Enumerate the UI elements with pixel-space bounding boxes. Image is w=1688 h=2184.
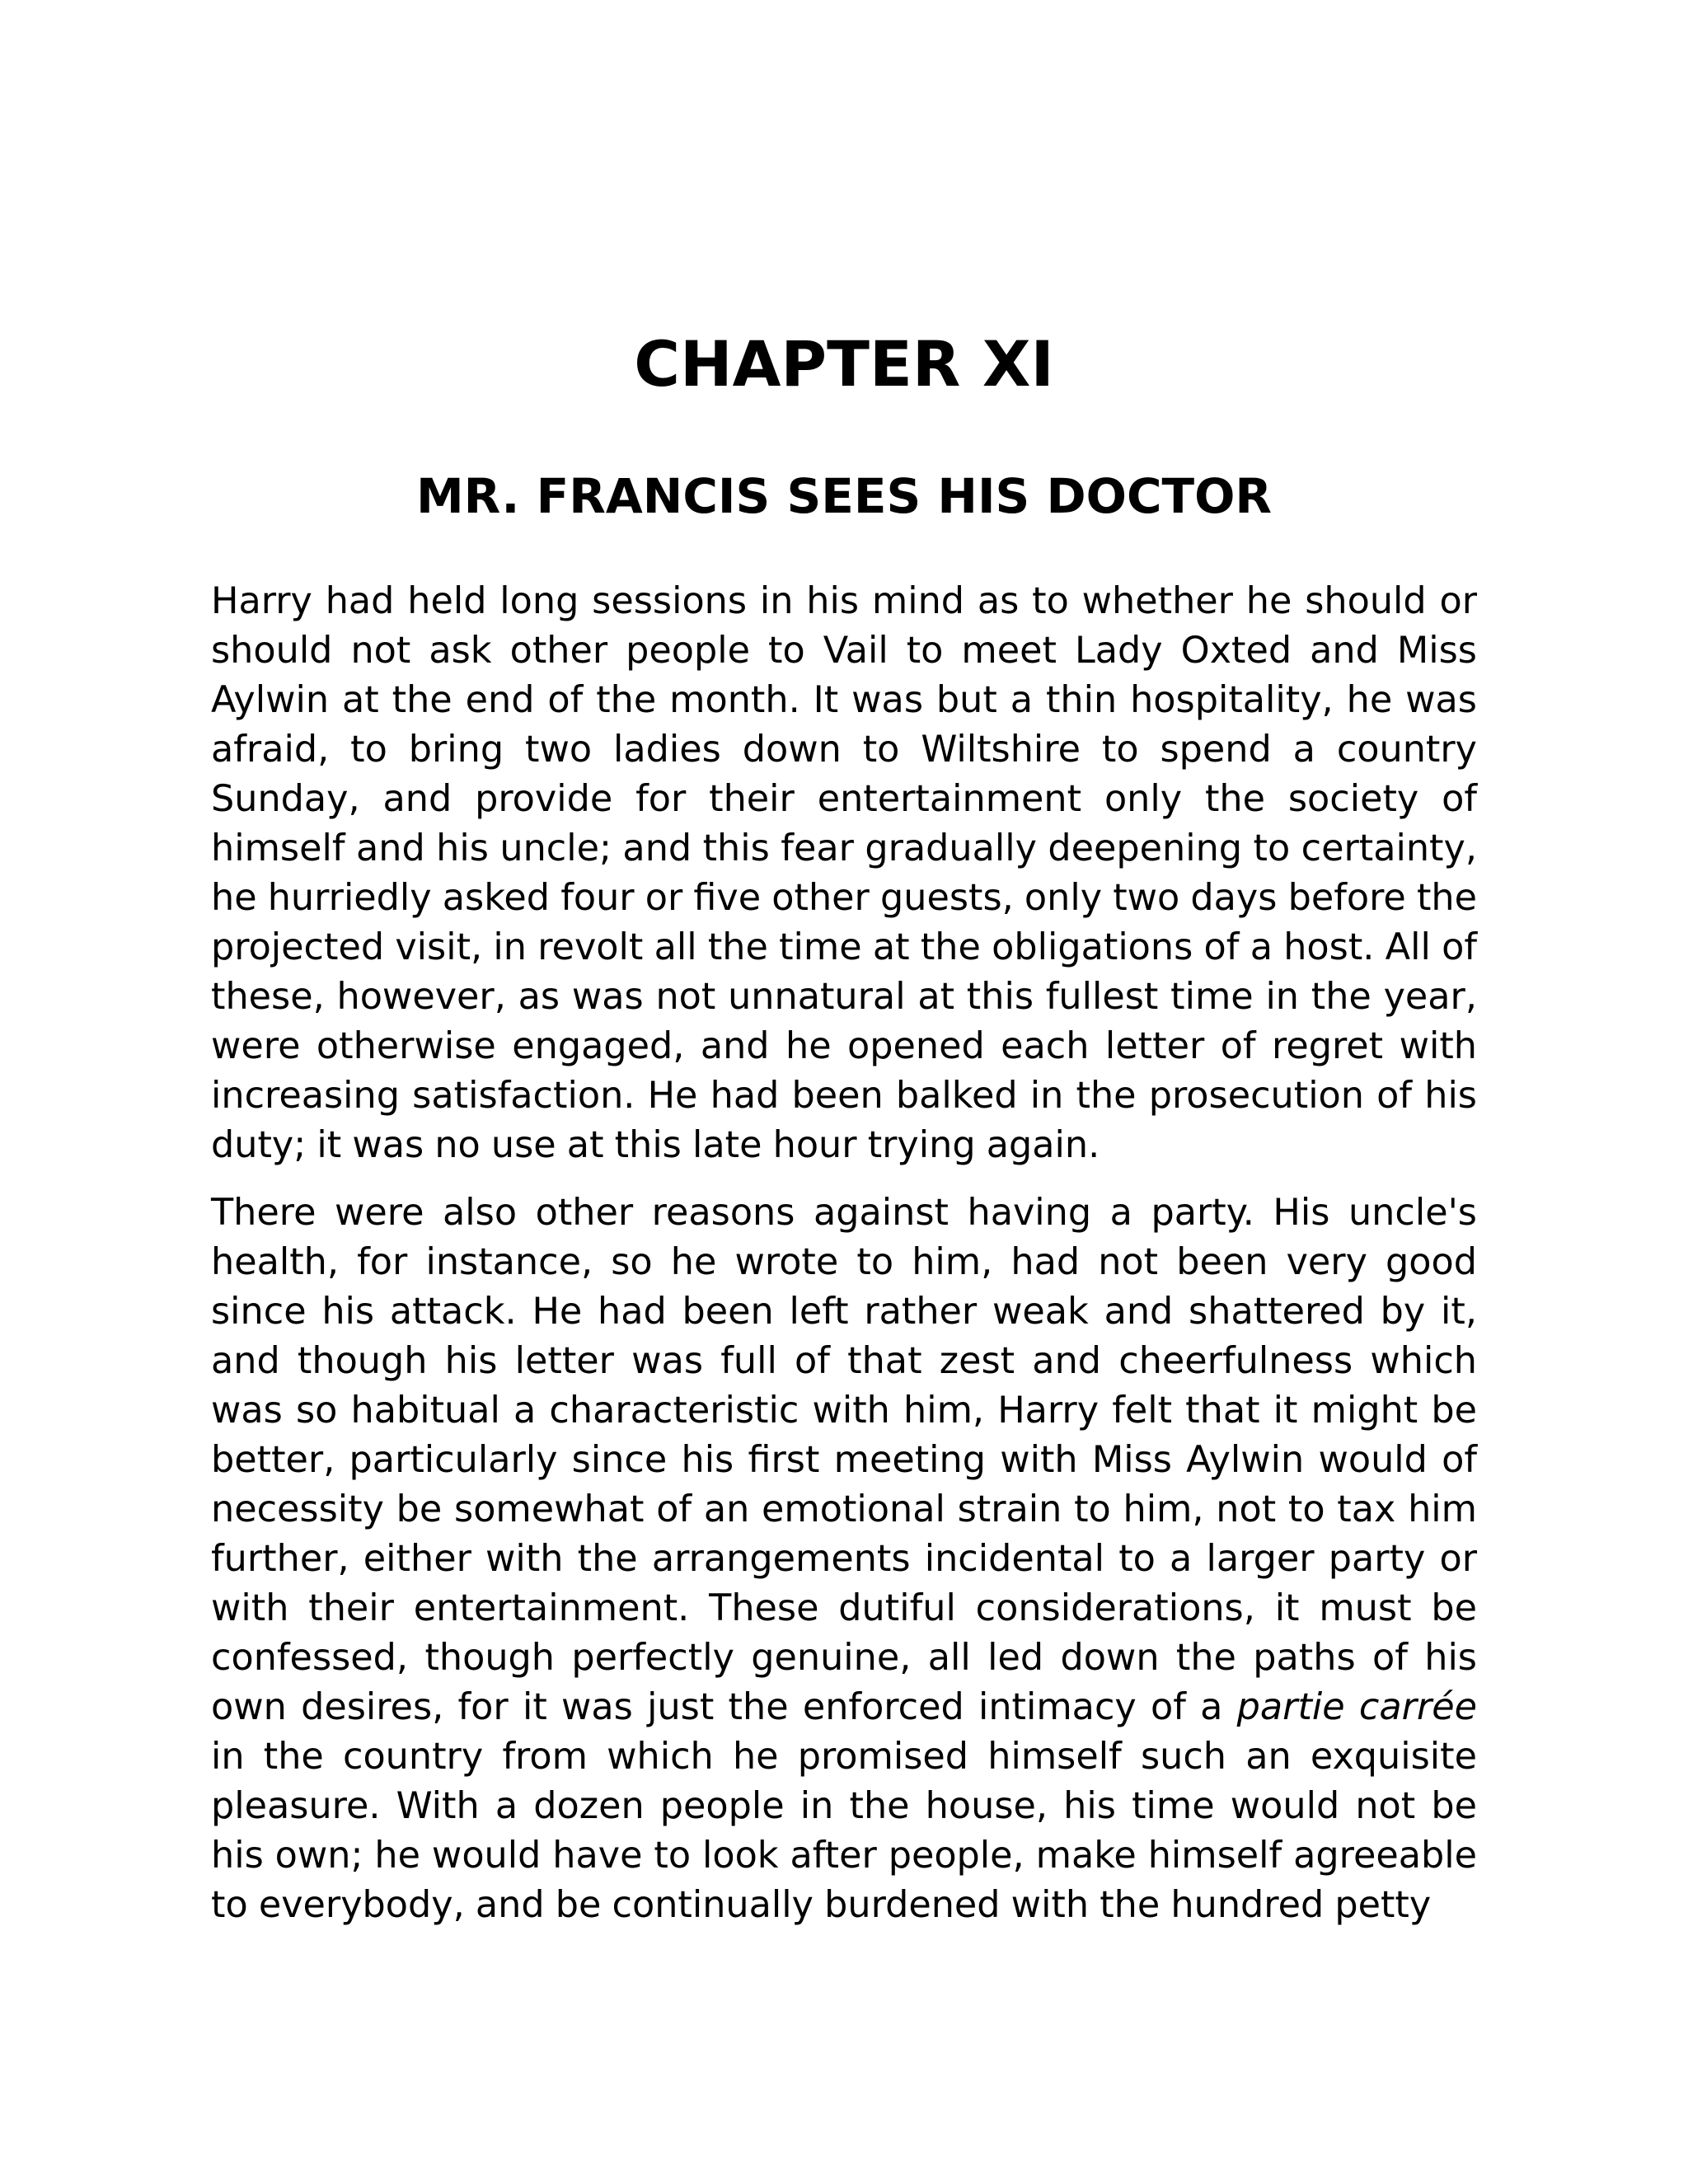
- paragraph-2-part-2: in the country from which he promised himself such an exquisite pleasure. With a dozen people in the house, his time would not be his own; he would have to look after people, make himself agreeable to everybody, and be continually burdened with the hundred petty: [211, 1736, 1477, 1926]
- paragraph-2-part-1: There were also other reasons against having a party. His uncle's health, for instance, so he wrote to him, had not been very good since his attack. He had been left rather weak and shattered by it, and though his letter was full of that zest and cheerfulness which was so habitual a characteristic with him, Harry felt that it might be better, particularly since his first meeting with Miss Aylwin would of necessity be somewhat of an emotional strain to him, not to tax him further, either with the arrangements incidental to a larger party or with their entertainment. These dutiful considerations, it must be confessed, though perfectly genuine, all led down the paths of his own desires, for it was just the enforced intimacy of a: [211, 1192, 1477, 1728]
- paragraph-2: [211, 1188, 1477, 1930]
- italic-phrase: partie carrée: [1236, 1686, 1477, 1728]
- paragraph-1: Harry had held long sessions in his mind as to whether he should or should not ask other people to Vail to meet Lady Oxted and Miss Aylwin at the end of the month. It was but a thin hospitality, he was afraid, to bring two ladies down to Wiltshire to spend a country Sunday, and provide for their entertainment only the society of himself and his uncle; and this fear gradually deepening to certainty, he hurriedly asked four or five other guests, only two days before the projected visit, in revolt all the time at the obligations of a host. All of these, however, as was not unnatural at this fullest time in the year, were otherwise engaged, and he opened each letter of regret with increasing satisfaction. He had been balked in the prosecution of his duty; it was no use at this late hour trying again.: [211, 580, 1477, 1166]
- chapter-body: [211, 577, 1477, 1948]
- chapter-subtitle: MR. FRANCIS SEES HIS DOCTOR: [415, 468, 1273, 524]
- chapter-title: CHAPTER XI: [634, 327, 1054, 401]
